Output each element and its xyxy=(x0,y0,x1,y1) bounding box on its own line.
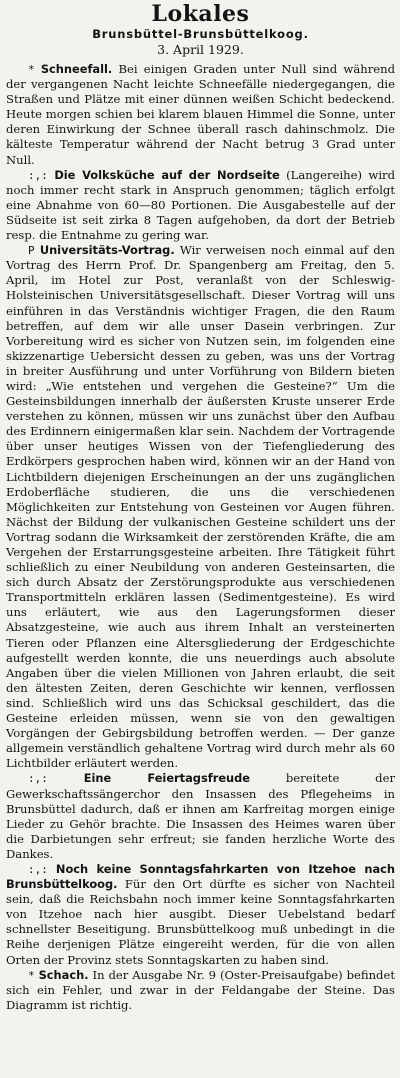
article-body: In der Ausgabe Nr. 9 (Oster-Preisaufgabe) befindet sich ein Fehler, und zwar in der Feldangabe der Steine. Das Diagramm ist richtig. xyxy=(6,967,395,1012)
article-mark: P xyxy=(28,244,35,258)
article-paragraph xyxy=(6,771,395,862)
article-volkskueche xyxy=(6,168,395,243)
article-paragraph xyxy=(6,168,395,243)
article-heading: Universitäts-Vortrag. xyxy=(39,243,175,258)
article-mark: :,: xyxy=(28,772,48,786)
article-mark: * xyxy=(28,968,35,982)
section-title: Lokales xyxy=(151,1,250,27)
article-heading: Schach. xyxy=(38,967,89,982)
article-body: Wir verweisen noch einmal auf den Vortrag des Herrn Prof. Dr. Spangenberg am Freitag, den 5. April, im Hotel zur Post, veranlaßt von der Schleswig-Holsteinischen Universitätsgesellschaft. Dieser Vortrag will uns einführen in das Verständnis wichtiger Fragen, die den Raum betreffen, auf dem wir alle unser Dasein verbringen. Zur Vorbereitung wird es sicher von Nutzen sein, im folgenden eine skizzenartige Uebersicht dessen zu geben, was uns der Vortrag in breiter Ausführung und unter Vorführung von Bildern bieten wird: „Wie entstehen und vergehen die Gesteine?“ Um die Gesteinsbildungen innerhalb der äußersten Kruste unserer Erde verstehen zu können, müssen wir uns zunächst über den Aufbau des Erdinnern einigermaßen klar sein. Nachdem der Vortragende über unser heutiges Wissen von der Tiefengliederung des Erdkörpers gesprochen haben wird, können wir an der Hand von Lichtbildern diejenigen Erscheinungen an der uns zugänglichen Erdoberfläche studieren, die uns die verschiedenen Möglichkeiten zur Entstehung von Gesteinen vor Augen führen. Nächst der Bildung der vulkanischen Gesteine schildert uns der Vortrag sodann die Wirksamkeit der zerstörenden Kräfte, die am Vergehen der Erstarrungsgesteine arbeiten. Ihre Tätigkeit führt schließlich zu einer Neubildung von anderen Gesteinsarten, die sich durch Absatz der Zerstörungsprodukte aus verschiedenen Transportmitteln erklären lassen (Sedimentgesteine). Es wird uns erläutert, wie aus den Lagerungsformen dieser Absatzgesteine, wie auch aus ihrem Inhalt an versteinerten Tieren oder Pflanzen eine Altersgliederung der Erdgeschichte aufgestellt werden konnte, die uns neuerdings auch absolute Angaben über die vielen Millionen von Jahren erlaubt, die seit den ältesten Zeiten, deren Geschichte wir kennen, verflossen sind. Schließlich wird uns das Schicksal geschildert, das die Gesteine erleiden müssen, wenn sie von den gewaltigen Vorgängen der Gebirgsbildung betroffen werden. — Der ganze allgemein verständlich gehaltene Vortrag wird durch mehr als 60 Lichtbilder erläutert werden. xyxy=(6,243,396,771)
article-heading: Die Volksküche auf der Nordseite xyxy=(54,167,280,182)
article-mark: * xyxy=(28,63,35,76)
article-body: Bei einigen Graden unter Null sind während der vergangenen Nacht leichte Schneefälle niedergegangen, die Straßen und Plätze mit einer dünnen weißen Schicht bedeckend. Heute morgen schien bei klarem blauen Himmel die Sonne, unter deren Einwirkung der Schnee überall rasch dahinschmolz. Die kälteste Temperatur während der Nacht betrug 3 Grad unter Null. xyxy=(6,62,395,167)
article-feiertagsfreude xyxy=(6,771,395,862)
article-heading: Eine Feiertagsfreude xyxy=(83,771,251,786)
article-mark: :,: xyxy=(28,168,48,182)
article-paragraph xyxy=(6,243,395,771)
article-sonntagsfahrkarten xyxy=(6,862,395,968)
article-paragraph xyxy=(6,968,395,1013)
article-heading: Noch keine Sonntagsfahrkarten von Itzehoe nach Brunsbüttelkoog. xyxy=(6,861,396,892)
article-body: (Langereihe) wird noch immer recht stark in Anspruch genommen; täglich erfolgt eine Abnahme von 60—80 Portionen. Die Ausgabestelle auf der Südseite ist seit zirka 8 Tagen aufgehoben, da dort der Betrieb resp. die Entnahme zu gering war. xyxy=(6,167,396,243)
article-mark: :,: xyxy=(28,862,48,876)
article-paragraph xyxy=(6,862,395,968)
article-schneefall xyxy=(6,62,395,168)
article-body: bereitete der Gewerkschaftssängerchor den Insassen des Pflegeheims in Brunsbüttel dadurch, daß er ihnen am Karfreitag morgen einige Lieder zu Gehör brachte. Die Insassen des Heimes waren über die Darbietungen sehr erfreut; sie fanden herzliche Worte des Dankes. xyxy=(6,771,395,861)
issue-date: 3. April 1929. xyxy=(157,42,244,57)
article-universitaets-vortrag xyxy=(6,243,395,771)
article-heading: Schneefall. xyxy=(40,62,113,76)
article-body: Für den Ort dürfte es sicher von Nachteil sein, daß die Reichsbahn noch immer keine Sonntagsfahrkarten von Itzehoe nach hier ausgibt. Dieser Uebelstand bedarf schnellster Beseitigung. Brunsbüttelkoog muß unbedingt in die Reihe derjenigen Plätze eingereiht werden, für die von allen Orten der Provinz stets Sonntagskarten zu haben sind. xyxy=(6,877,395,967)
dateline: Brunsbüttel-Brunsbüttelkoog. xyxy=(92,27,309,41)
article-paragraph xyxy=(6,62,395,168)
article-schach xyxy=(6,968,395,1013)
